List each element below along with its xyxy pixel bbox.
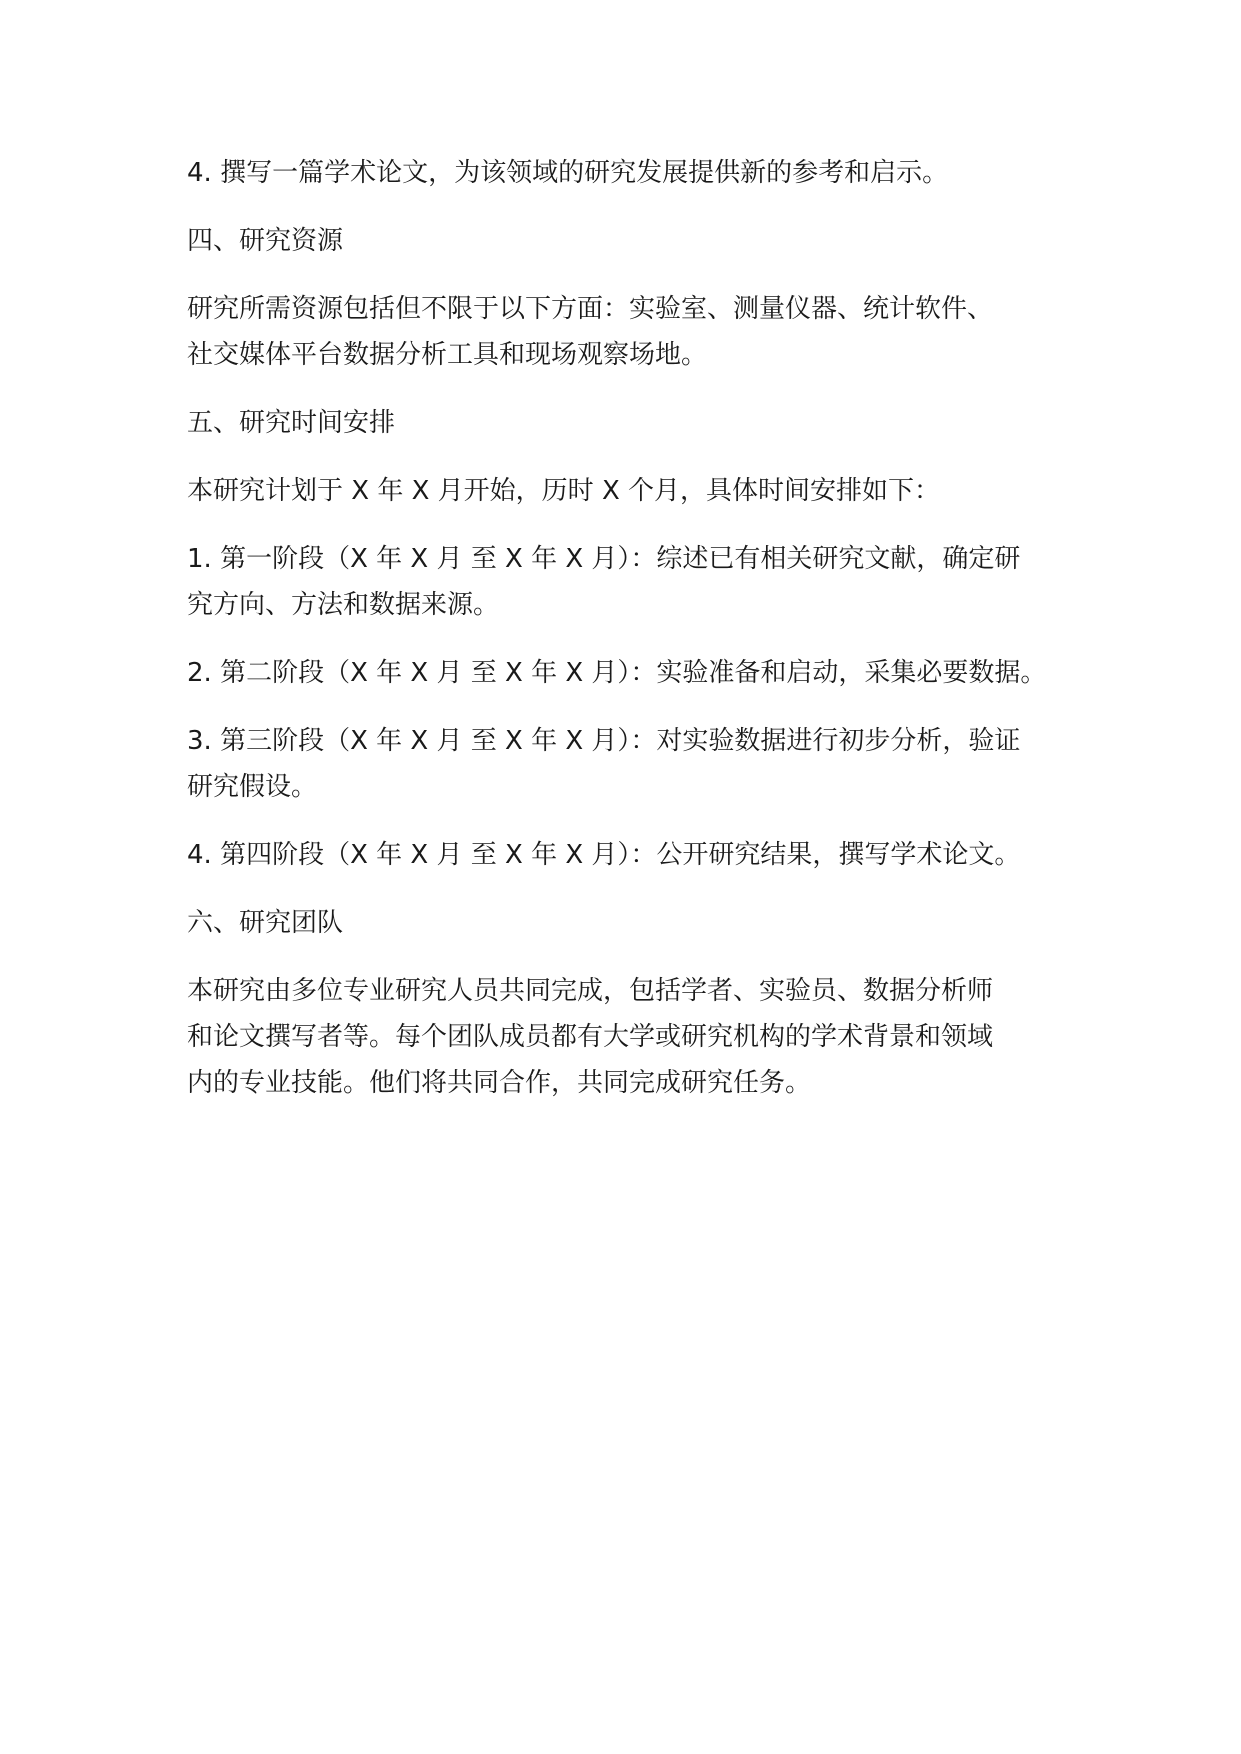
section-heading-resources [187,218,1087,264]
list-item-goal-4 [187,150,1087,196]
list-item-phase-3 [187,718,1087,810]
paragraph-resources [187,286,1087,378]
list-item-phase-2 [187,650,1087,696]
paragraph-schedule-intro [187,468,1087,514]
section-heading-schedule [187,400,1087,446]
text-line: 社交媒体平台数据分析工具和现场观察场地。 [187,340,708,370]
text-line: 研究所需资源包括但不限于以下方面：实验室、测量仪器、统计软件、 [187,294,994,324]
text-line: 1. 第一阶段（X 年 X 月 至 X 年 X 月）：综述已有相关研究文献，确定研 [187,544,1021,574]
heading-text: 四、研究资源 [187,226,344,256]
text-line: 4. 第四阶段（X 年 X 月 至 X 年 X 月）：公开研究结果，撰写学术论文。 [187,840,1021,870]
text-line: 和论文撰写者等。每个团队成员都有大学或研究机构的学术背景和领域 [187,1022,994,1052]
document-body [187,150,1087,1128]
text-line: 本研究由多位专业研究人员共同完成，包括学者、实验员、数据分析师 [187,976,994,1006]
text-line: 究方向、方法和数据来源。 [187,590,500,620]
heading-text: 五、研究时间安排 [187,408,396,438]
section-heading-team [187,900,1087,946]
text-line: 2. 第二阶段（X 年 X 月 至 X 年 X 月）：实验准备和启动，采集必要数据。 [187,658,1047,688]
text-line: 研究假设。 [187,772,318,802]
text-line: 4. 撰写一篇学术论文，为该领域的研究发展提供新的参考和启示。 [187,158,949,188]
heading-text: 六、研究团队 [187,908,344,938]
paragraph-team [187,968,1087,1106]
list-item-phase-4 [187,832,1087,878]
text-line: 本研究计划于 X 年 X 月开始，历时 X 个月，具体时间安排如下： [187,476,941,506]
text-line: 3. 第三阶段（X 年 X 月 至 X 年 X 月）：对实验数据进行初步分析，验证 [187,726,1021,756]
list-item-phase-1 [187,536,1087,628]
text-line: 内的专业技能。他们将共同合作，共同完成研究任务。 [187,1068,812,1098]
